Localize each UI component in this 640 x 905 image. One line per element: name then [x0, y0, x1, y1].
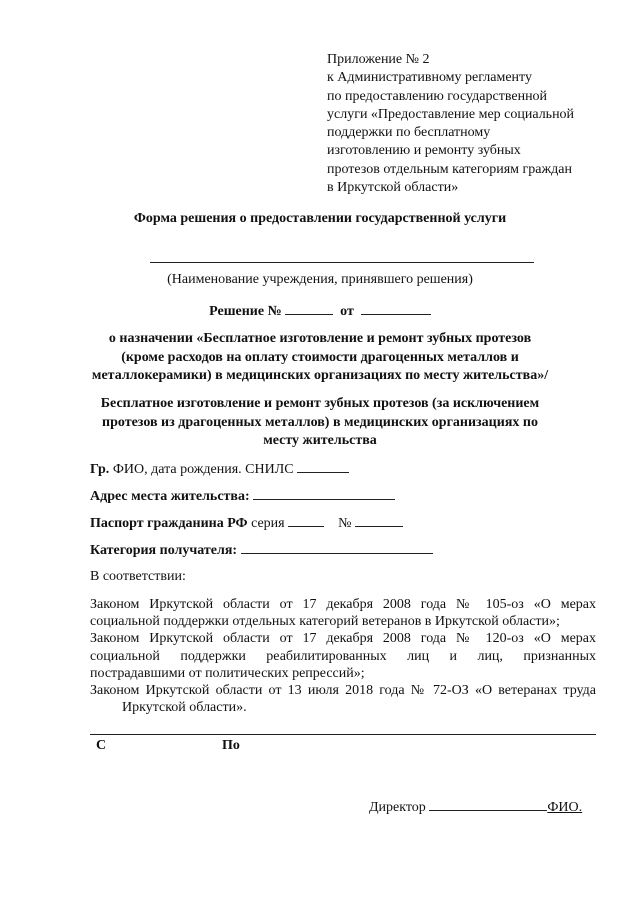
citizen-text: ФИО, дата рождения. СНИЛС	[112, 462, 294, 477]
passport-label: Паспорт гражданина РФ	[90, 516, 248, 531]
address-field	[90, 487, 395, 505]
appendix-line: изготовлению и ремонту зубных	[327, 143, 521, 159]
law-line: Законом Иркутской области от 17 декабря 2008 года № 120-оз «О мерах	[90, 631, 596, 647]
period-separator-line	[90, 734, 596, 735]
appendix-line: по предоставлению государственной	[327, 88, 548, 104]
category-blank	[241, 541, 433, 554]
passport-field	[90, 514, 403, 532]
signature-name: ФИО.	[547, 800, 583, 815]
institution-name-line	[150, 262, 534, 263]
purpose-line: месту жительства	[263, 433, 377, 448]
decision-date-blank	[361, 302, 431, 315]
appendix-line: услуги «Предоставление мер социальной	[327, 106, 575, 122]
signature-position: Директор	[369, 800, 426, 815]
law-line: Законом Иркутской области от 17 декабря 2008 года № 105-оз «О мерах	[90, 597, 596, 612]
law-line: пострадавшими от политических репрессий»;	[90, 665, 365, 681]
snils-blank	[297, 460, 349, 473]
purpose-block-1	[80, 330, 560, 386]
category-field	[90, 541, 433, 559]
passport-series-label: серия	[251, 516, 285, 531]
purpose-block-2	[80, 395, 560, 451]
decision-number-sign: №	[267, 304, 282, 319]
signature-blank	[429, 798, 547, 811]
decision-line	[0, 302, 640, 320]
law-line: Законом Иркутской области от 13 июля 2018 года № 72-ОЗ «О ветеранах труда	[90, 683, 596, 699]
signature-line	[369, 798, 582, 816]
purpose-line: протезов из драгоценных металлов) в медицинских организациях по	[102, 414, 538, 430]
citizen-label: Гр.	[90, 462, 110, 477]
institution-caption: (Наименование учреждения, принявшего решения)	[167, 272, 473, 287]
law-line: социальной поддержки реабилитированных лиц и лиц, признанных	[90, 648, 596, 664]
appendix-line: в Иркутской области»	[327, 180, 459, 196]
purpose-line: (кроме расходов на оплату стоимости драгоценных металлов и	[121, 349, 519, 365]
appendix-line: протезов отдельным категориям граждан	[327, 161, 572, 177]
form-title: Форма решения о предоставлении государственной услуги	[133, 211, 507, 226]
law-list	[90, 596, 596, 716]
period-to-label: По	[222, 738, 240, 753]
purpose-line: металлокерамики) в медицинских организациях по месту жительства»/	[91, 368, 549, 383]
decision-number-blank	[285, 302, 333, 315]
law-line: Иркутской области».	[122, 700, 247, 716]
appendix-line: к Административному регламенту	[327, 70, 532, 86]
passport-number-label: №	[338, 516, 352, 531]
decision-from-label: от	[340, 304, 354, 319]
purpose-line: о назначении «Бесплатное изготовление и ремонт зубных протезов	[108, 331, 532, 346]
accordance-text: В соответствии:	[90, 569, 186, 584]
citizen-field	[90, 460, 349, 478]
passport-series-blank	[288, 514, 324, 527]
appendix-header	[327, 51, 627, 197]
purpose-line: Бесплатное изготовление и ремонт зубных протезов (за исключением	[100, 396, 540, 411]
address-label: Адрес места жительства:	[90, 489, 250, 504]
address-blank	[253, 487, 395, 500]
passport-number-blank	[355, 514, 403, 527]
law-line: социальной поддержки отдельных категорий ветеранов в Иркутской области»;	[90, 614, 560, 630]
decision-label: Решение	[209, 304, 265, 319]
appendix-line: поддержки по бесплатному	[327, 125, 491, 141]
category-label: Категория получателя:	[90, 543, 238, 558]
period-from-label: С	[96, 738, 107, 753]
appendix-line: Приложение № 2	[327, 52, 430, 67]
